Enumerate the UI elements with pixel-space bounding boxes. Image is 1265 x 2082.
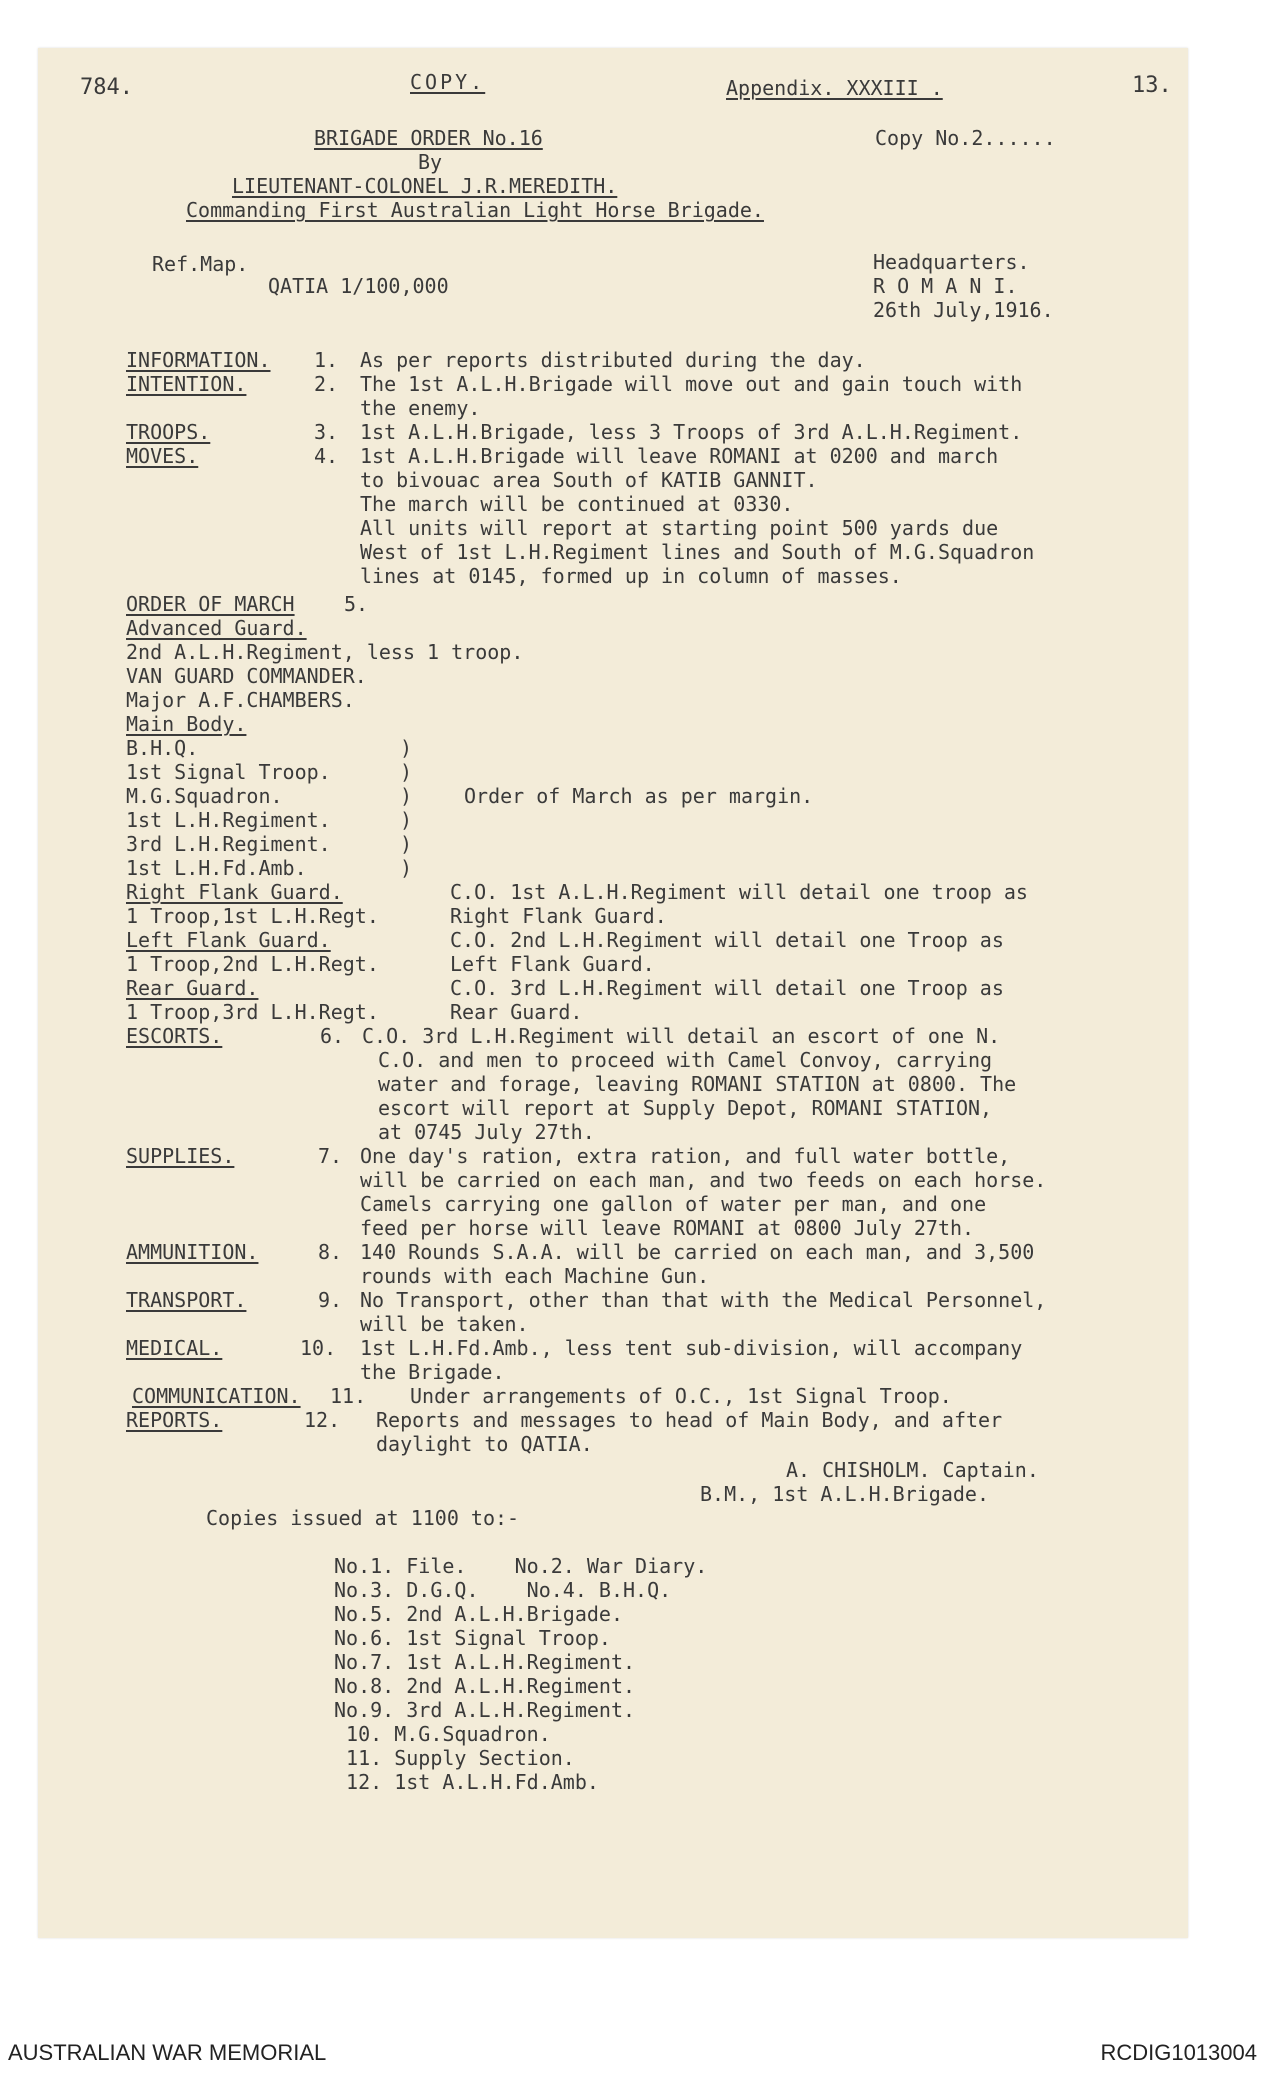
march-number: 5. bbox=[344, 592, 369, 616]
guard-title: Right Flank Guard. bbox=[126, 880, 343, 904]
bracket: ) ) ) ) ) ) bbox=[400, 736, 413, 880]
para-heading: MOVES. bbox=[126, 444, 199, 468]
copy-item: 10. M.G.Squadron. bbox=[334, 1722, 551, 1746]
para-line: C.O. and men to proceed with Camel Convoy, carrying bbox=[378, 1048, 993, 1072]
copy-item: No.6. 1st Signal Troop. bbox=[334, 1626, 611, 1650]
para-number: 9. bbox=[318, 1288, 343, 1312]
para-heading: MEDICAL. bbox=[126, 1336, 223, 1360]
guard-text: C.O. 2nd L.H.Regiment will detail one Troop as bbox=[450, 928, 1004, 952]
main-body-unit: 3rd L.H.Regiment. bbox=[126, 832, 331, 856]
signature-title: B.M., 1st A.L.H.Brigade. bbox=[700, 1482, 989, 1506]
by-label: By bbox=[418, 150, 443, 174]
para-line: 140 Rounds S.A.A. will be carried on each man, and 3,500 bbox=[360, 1240, 1035, 1264]
para-heading: TRANSPORT. bbox=[126, 1288, 247, 1312]
advanced-guard-unit: 2nd A.L.H.Regiment, less 1 troop. bbox=[126, 640, 524, 664]
ref-map-value: QATIA 1/100,000 bbox=[268, 274, 449, 298]
para-line: West of 1st L.H.Regiment lines and South of M.G.Squadron bbox=[360, 540, 1035, 564]
para-number: 6. bbox=[320, 1024, 345, 1048]
hq-label: Headquarters. bbox=[873, 250, 1030, 274]
para-heading: TROOPS. bbox=[126, 420, 211, 444]
copy-item: No.1. File. No.2. War Diary. bbox=[334, 1554, 708, 1578]
copy-item: No.5. 2nd A.L.H.Brigade. bbox=[334, 1602, 623, 1626]
copy-item: 12. 1st A.L.H.Fd.Amb. bbox=[334, 1770, 599, 1794]
page-number: 784. bbox=[80, 75, 133, 100]
para-number: 3. bbox=[314, 420, 339, 444]
para-line: 1st L.H.Fd.Amb., less tent sub-division, will accompany bbox=[360, 1336, 1023, 1360]
guard-unit: 1 Troop,2nd L.H.Regt. bbox=[126, 952, 379, 976]
guard-text: C.O. 3rd L.H.Regiment will detail one Troop as bbox=[450, 976, 1004, 1000]
para-line: rounds with each Machine Gun. bbox=[360, 1264, 710, 1288]
para-line: The march will be continued at 0330. bbox=[360, 492, 794, 516]
commander-name: LIEUTENANT-COLONEL J.R.MEREDITH. bbox=[232, 174, 618, 198]
para-heading: AMMUNITION. bbox=[126, 1240, 259, 1264]
para-heading: INFORMATION. bbox=[126, 348, 271, 372]
para-line: 1st A.L.H.Brigade will leave ROMANI at 0200 and march bbox=[360, 444, 999, 468]
para-line: C.O. 3rd L.H.Regiment will detail an escort of one N. bbox=[362, 1024, 1001, 1048]
guard-unit: 1 Troop,3rd L.H.Regt. bbox=[126, 1000, 379, 1024]
para-number: 7. bbox=[318, 1144, 343, 1168]
para-line: feed per horse will leave ROMANI at 0800 July 27th. bbox=[360, 1216, 975, 1240]
copy-item: No.7. 1st A.L.H.Regiment. bbox=[334, 1650, 636, 1674]
main-body-unit: M.G.Squadron. bbox=[126, 784, 283, 808]
guard-text: Left Flank Guard. bbox=[450, 952, 655, 976]
para-heading: ESCORTS. bbox=[126, 1024, 223, 1048]
main-body-unit: B.H.Q. bbox=[126, 736, 199, 760]
archive-footer-right: RCDIG1013004 bbox=[1100, 2040, 1257, 2065]
appendix-label: Appendix. XXXIII . bbox=[726, 76, 943, 100]
guard-unit: 1 Troop,1st L.H.Regt. bbox=[126, 904, 379, 928]
para-line: will be taken. bbox=[360, 1312, 529, 1336]
van-guard-commander: VAN GUARD COMMANDER. bbox=[126, 664, 367, 688]
march-heading: ORDER OF MARCH bbox=[126, 592, 295, 616]
guard-text: Right Flank Guard. bbox=[450, 904, 667, 928]
para-heading: REPORTS. bbox=[126, 1408, 223, 1432]
copy-item: No.9. 3rd A.L.H.Regiment. bbox=[334, 1698, 636, 1722]
guard-text: Rear Guard. bbox=[450, 1000, 583, 1024]
archive-footer-left: AUSTRALIAN WAR MEMORIAL bbox=[8, 2040, 327, 2065]
van-guard-name: Major A.F.CHAMBERS. bbox=[126, 688, 355, 712]
para-number: 1. bbox=[314, 348, 339, 372]
copy-number: Copy No.2...... bbox=[875, 126, 1056, 150]
para-number: 12. bbox=[304, 1408, 341, 1432]
para-line: Camels carrying one gallon of water per man, and one bbox=[360, 1192, 987, 1216]
hq-place: R O M A N I. bbox=[873, 274, 1018, 298]
para-number: 8. bbox=[318, 1240, 343, 1264]
para-line: to bivouac area South of KATIB GANNIT. bbox=[360, 468, 818, 492]
main-body-unit: 1st L.H.Fd.Amb. bbox=[126, 856, 307, 880]
para-line: No Transport, other than that with the Medical Personnel, bbox=[360, 1288, 1047, 1312]
para-heading: COMMUNICATION. bbox=[132, 1384, 301, 1408]
copy-item: No.3. D.G.Q. No.4. B.H.Q. bbox=[334, 1578, 672, 1602]
order-number: BRIGADE ORDER No.16 bbox=[314, 126, 543, 150]
copies-heading: Copies issued at 1100 to:- bbox=[206, 1506, 520, 1530]
para-line: the enemy. bbox=[360, 396, 481, 420]
para-line: All units will report at starting point 500 yards due bbox=[360, 516, 999, 540]
para-line: 1st A.L.H.Brigade, less 3 Troops of 3rd A.L.H.Regiment. bbox=[360, 420, 1023, 444]
main-body-unit: 1st L.H.Regiment. bbox=[126, 808, 331, 832]
main-body-label: Main Body. bbox=[126, 712, 247, 736]
para-line: escort will report at Supply Depot, ROMANI STATION, bbox=[378, 1096, 993, 1120]
margin-note: Order of March as per margin. bbox=[464, 784, 814, 808]
para-line: Reports and messages to head of Main Body, and after bbox=[376, 1408, 1003, 1432]
para-line: daylight to QATIA. bbox=[376, 1432, 593, 1456]
order-date: 26th July,1916. bbox=[873, 298, 1054, 322]
para-heading: SUPPLIES. bbox=[126, 1144, 235, 1168]
para-line: As per reports distributed during the day. bbox=[360, 348, 866, 372]
para-line: Under arrangements of O.C., 1st Signal Troop. bbox=[410, 1384, 952, 1408]
main-body-unit: 1st Signal Troop. bbox=[126, 760, 331, 784]
para-number: 10. bbox=[300, 1336, 337, 1360]
para-number: 2. bbox=[314, 372, 339, 396]
para-number: 4. bbox=[314, 444, 339, 468]
para-line: water and forage, leaving ROMANI STATION at 0800. The bbox=[378, 1072, 1017, 1096]
para-line: The 1st A.L.H.Brigade will move out and gain touch with bbox=[360, 372, 1023, 396]
commanding-line: Commanding First Australian Light Horse Brigade. bbox=[186, 198, 764, 222]
ref-map-label: Ref.Map. bbox=[152, 252, 249, 276]
para-line: at 0745 July 27th. bbox=[378, 1120, 595, 1144]
signature-name: A. CHISHOLM. Captain. bbox=[786, 1458, 1039, 1482]
para-line: One day's ration, extra ration, and full water bottle, bbox=[360, 1144, 1011, 1168]
advanced-guard-label: Advanced Guard. bbox=[126, 616, 307, 640]
copy-label: COPY. bbox=[410, 70, 486, 94]
para-line: the Brigade. bbox=[360, 1360, 505, 1384]
para-heading: INTENTION. bbox=[126, 372, 247, 396]
guard-title: Left Flank Guard. bbox=[126, 928, 331, 952]
sheet-number: 13. bbox=[1132, 73, 1172, 98]
para-line: will be carried on each man, and two feeds on each horse. bbox=[360, 1168, 1047, 1192]
guard-title: Rear Guard. bbox=[126, 976, 259, 1000]
para-number: 11. bbox=[330, 1384, 367, 1408]
copy-item: 11. Supply Section. bbox=[334, 1746, 575, 1770]
para-line: lines at 0145, formed up in column of masses. bbox=[360, 564, 902, 588]
guard-text: C.O. 1st A.L.H.Regiment will detail one troop as bbox=[450, 880, 1028, 904]
copy-item: No.8. 2nd A.L.H.Regiment. bbox=[334, 1674, 636, 1698]
